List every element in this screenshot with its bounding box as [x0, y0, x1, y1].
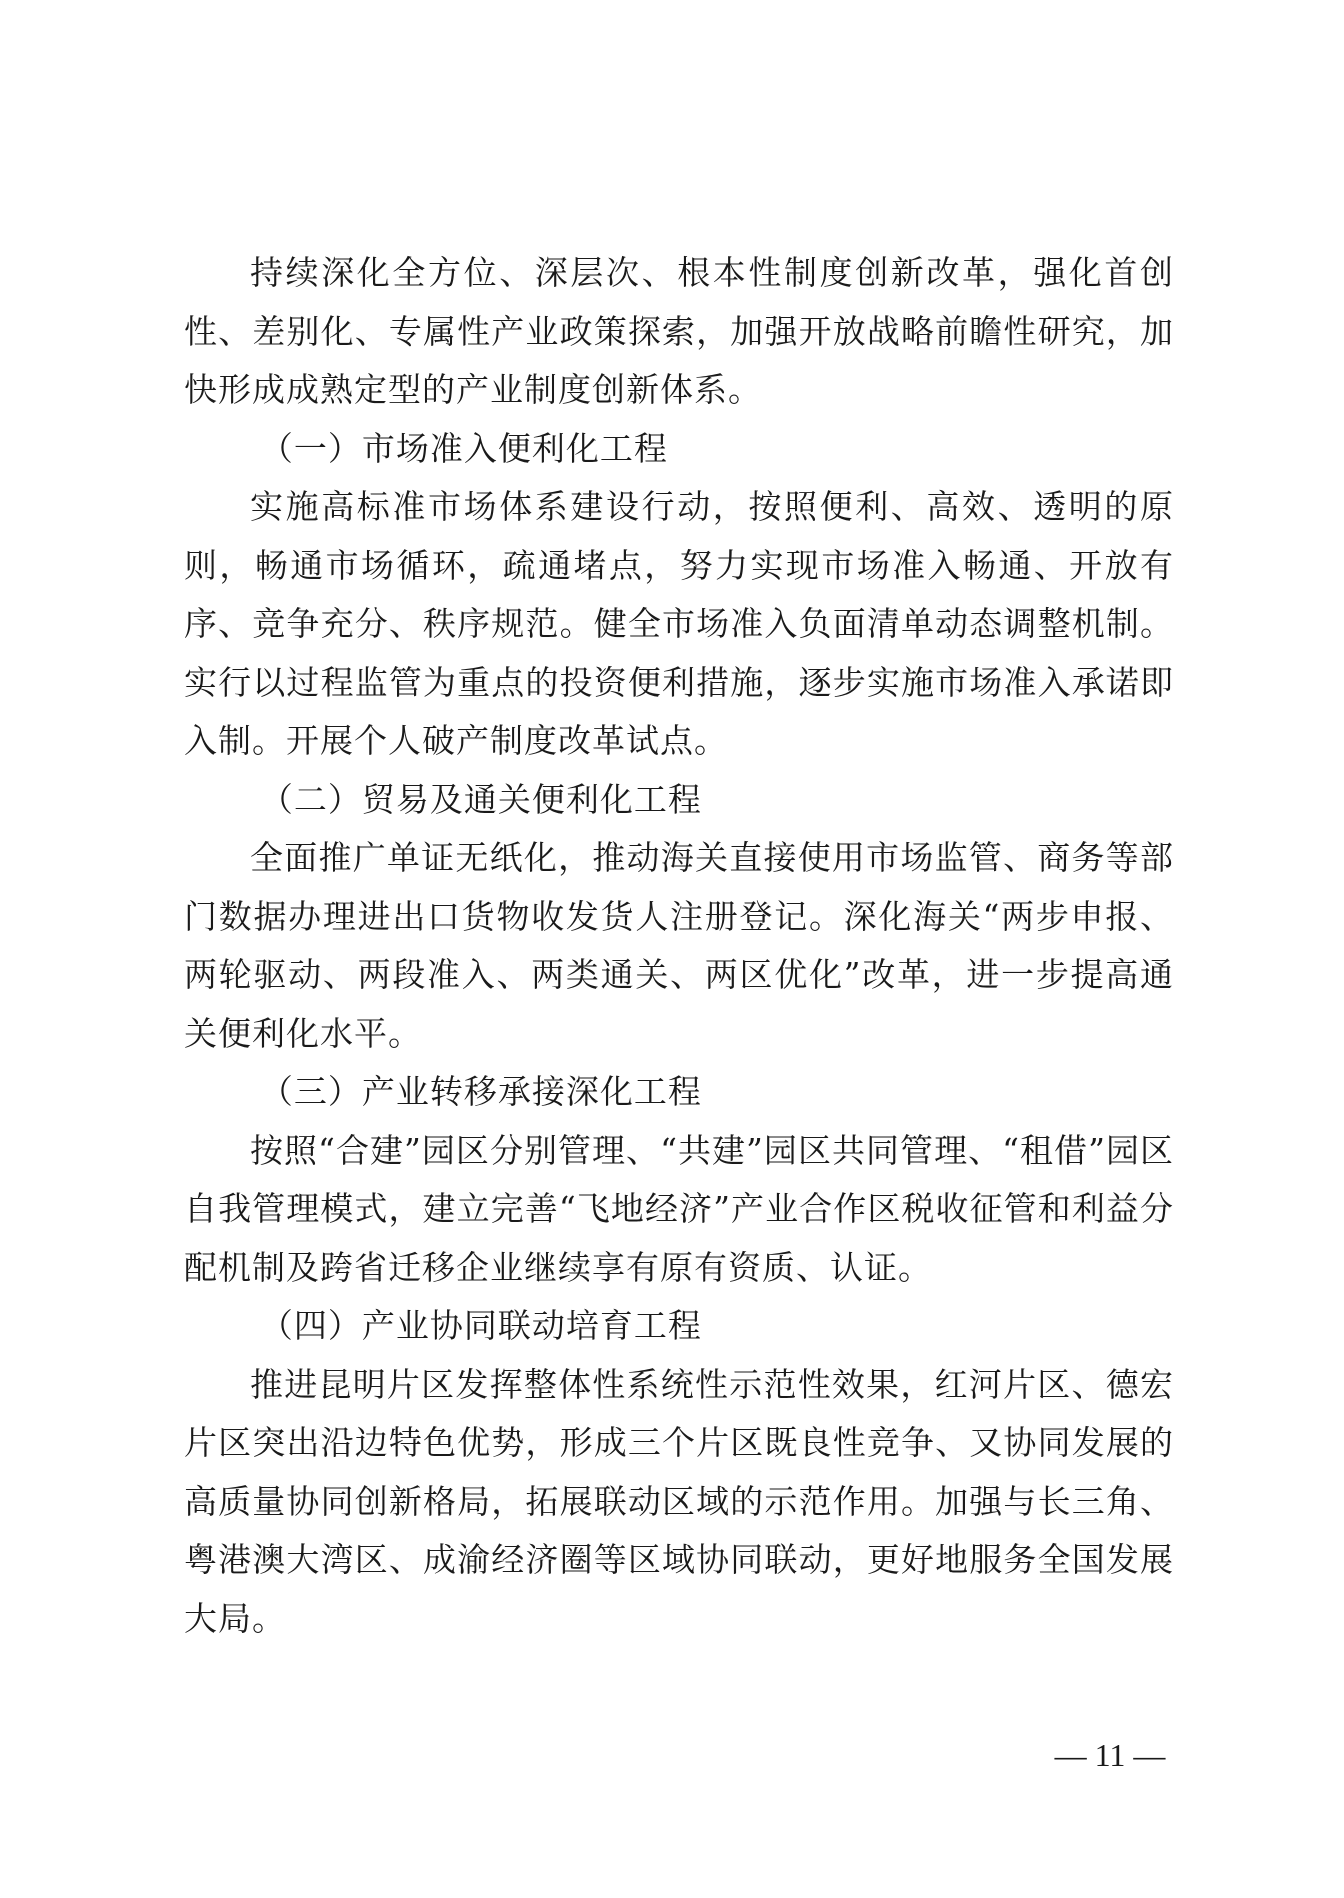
intro-paragraph: 持续深化全方位、深层次、根本性制度创新改革，强化首创性、差别化、专属性产业政策探索，加强开放战略前瞻性研究，加快形成成熟定型的产业制度创新体系。 [184, 253, 1174, 409]
section-3-body: 按照“合建”园区分别管理、“共建”园区共同管理、“租借”园区自我管理模式，建立完善“飞地经济”产业合作区税收征管和利益分配机制及跨省迁移企业继续享有原有资质、认证。 [184, 1130, 1174, 1287]
section-1-body: 实施高标准市场体系建设行动，按照便利、高效、透明的原则，畅通市场循环，疏通堵点，努力实现市场准入畅通、开放有序、竞争充分、秩序规范。健全市场准入负面清单动态调整机制。实行以过程监管为重点的投资便利措施，逐步实施市场准入承诺即入制。开展个人破产制度改革试点。 [184, 487, 1174, 760]
section-1-heading: （一）市场准入便利化工程 [259, 428, 668, 468]
section-3-heading: （三）产业转移承接深化工程 [259, 1072, 702, 1111]
section-4-body: 推进昆明片区发挥整体性系统性示范性效果，红河片区、德宏片区突出沿边特色优势，形成三个片区既良性竞争、又协同发展的高质量协同创新格局，拓展联动区域的示范作用。加强与长三角、粤港澳大湾区、成渝经济圈等区域协同联动，更好地服务全国发展大局。 [184, 1364, 1174, 1638]
page-number: — 11 — [1054, 1737, 1166, 1773]
document-body [184, 244, 1174, 1648]
section-4-heading: （四）产业协同联动培育工程 [259, 1306, 702, 1345]
section-2-body: 全面推广单证无纸化，推动海关直接使用市场监管、商务等部门数据办理进出口货物收发货人注册登记。深化海关“两步申报、两轮驱动、两段准入、两类通关、两区优化”改革，进一步提高通关便利化水平。 [184, 838, 1174, 1053]
section-2-heading: （二）贸易及通关便利化工程 [259, 779, 702, 819]
